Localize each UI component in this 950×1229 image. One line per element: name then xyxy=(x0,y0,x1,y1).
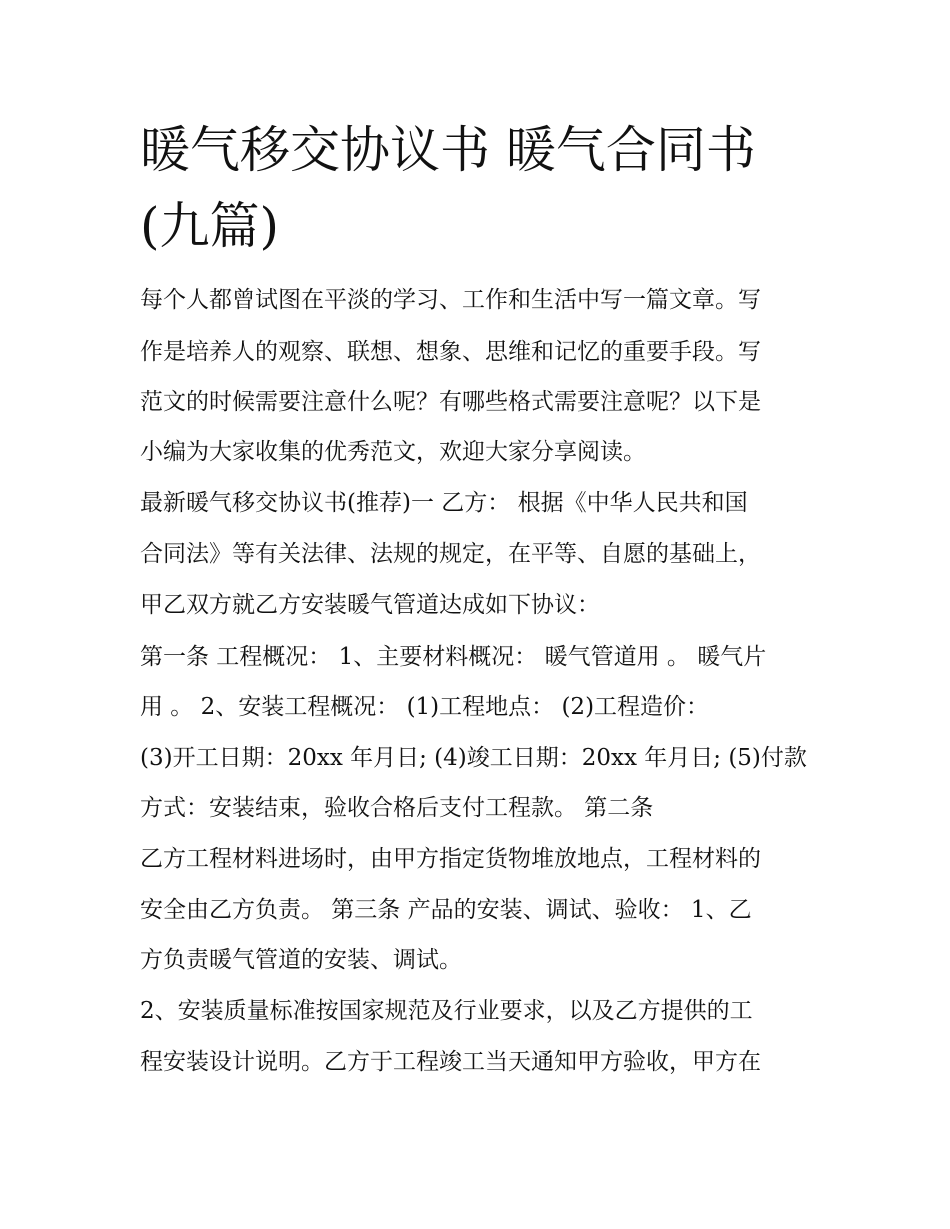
body-line: 范文的时候需要注意什么呢？有哪些格式需要注意呢？以下是 xyxy=(140,389,761,415)
body-line: 安全由乙方负责。 第三条 产品的安装、调试、验收： 1、乙 xyxy=(140,897,752,923)
document-title xyxy=(140,112,820,264)
body-line: 程安装设计说明。乙方于工程竣工当天通知甲方验收，甲方在 xyxy=(140,1049,761,1075)
body-line: 小编为大家收集的优秀范文，欢迎大家分享阅读。 xyxy=(140,439,646,465)
body-line: 2、安装质量标准按国家规范及行业要求，以及乙方提供的工 xyxy=(140,998,753,1024)
body-line: 用 。 2、安装工程概况： (1)工程地点： (2)工程造价： xyxy=(140,694,710,720)
body-line: 方式：安装结束，验收合格后支付工程款。 第二条 xyxy=(140,795,654,821)
body-line: 乙方工程材料进场时，由甲方指定货物堆放地点，工程材料的 xyxy=(140,846,761,872)
body-line: 作是培养人的观察、联想、想象、思维和记忆的重要手段。写 xyxy=(140,339,761,365)
body-line: 每个人都曾试图在平淡的学习、工作和生活中写一篇文章。写 xyxy=(140,287,761,313)
body-line: 方负责暖气管道的安装、调试。 xyxy=(140,947,462,973)
body-line: 最新暖气移交协议书(推荐)一 乙方： 根据《中华人民共和国 xyxy=(140,490,748,516)
title-line-1: 暖气移交协议书 暖气合同书 xyxy=(140,121,756,179)
body-line: 合同法》等有关法律、法规的规定，在平等、自愿的基础上， xyxy=(140,541,761,567)
body-line: 甲乙双方就乙方安装暖气管道达成如下协议： xyxy=(140,592,600,618)
body-line: 第一条 工程概况： 1、主要材料概况： 暖气管道用 。 暖气片 xyxy=(140,644,767,670)
body-line: (3)开工日期：20xx 年月日; (4)竣工日期：20xx 年月日; (5)付款 xyxy=(140,745,807,771)
title-line-2: (九篇) xyxy=(140,197,280,255)
